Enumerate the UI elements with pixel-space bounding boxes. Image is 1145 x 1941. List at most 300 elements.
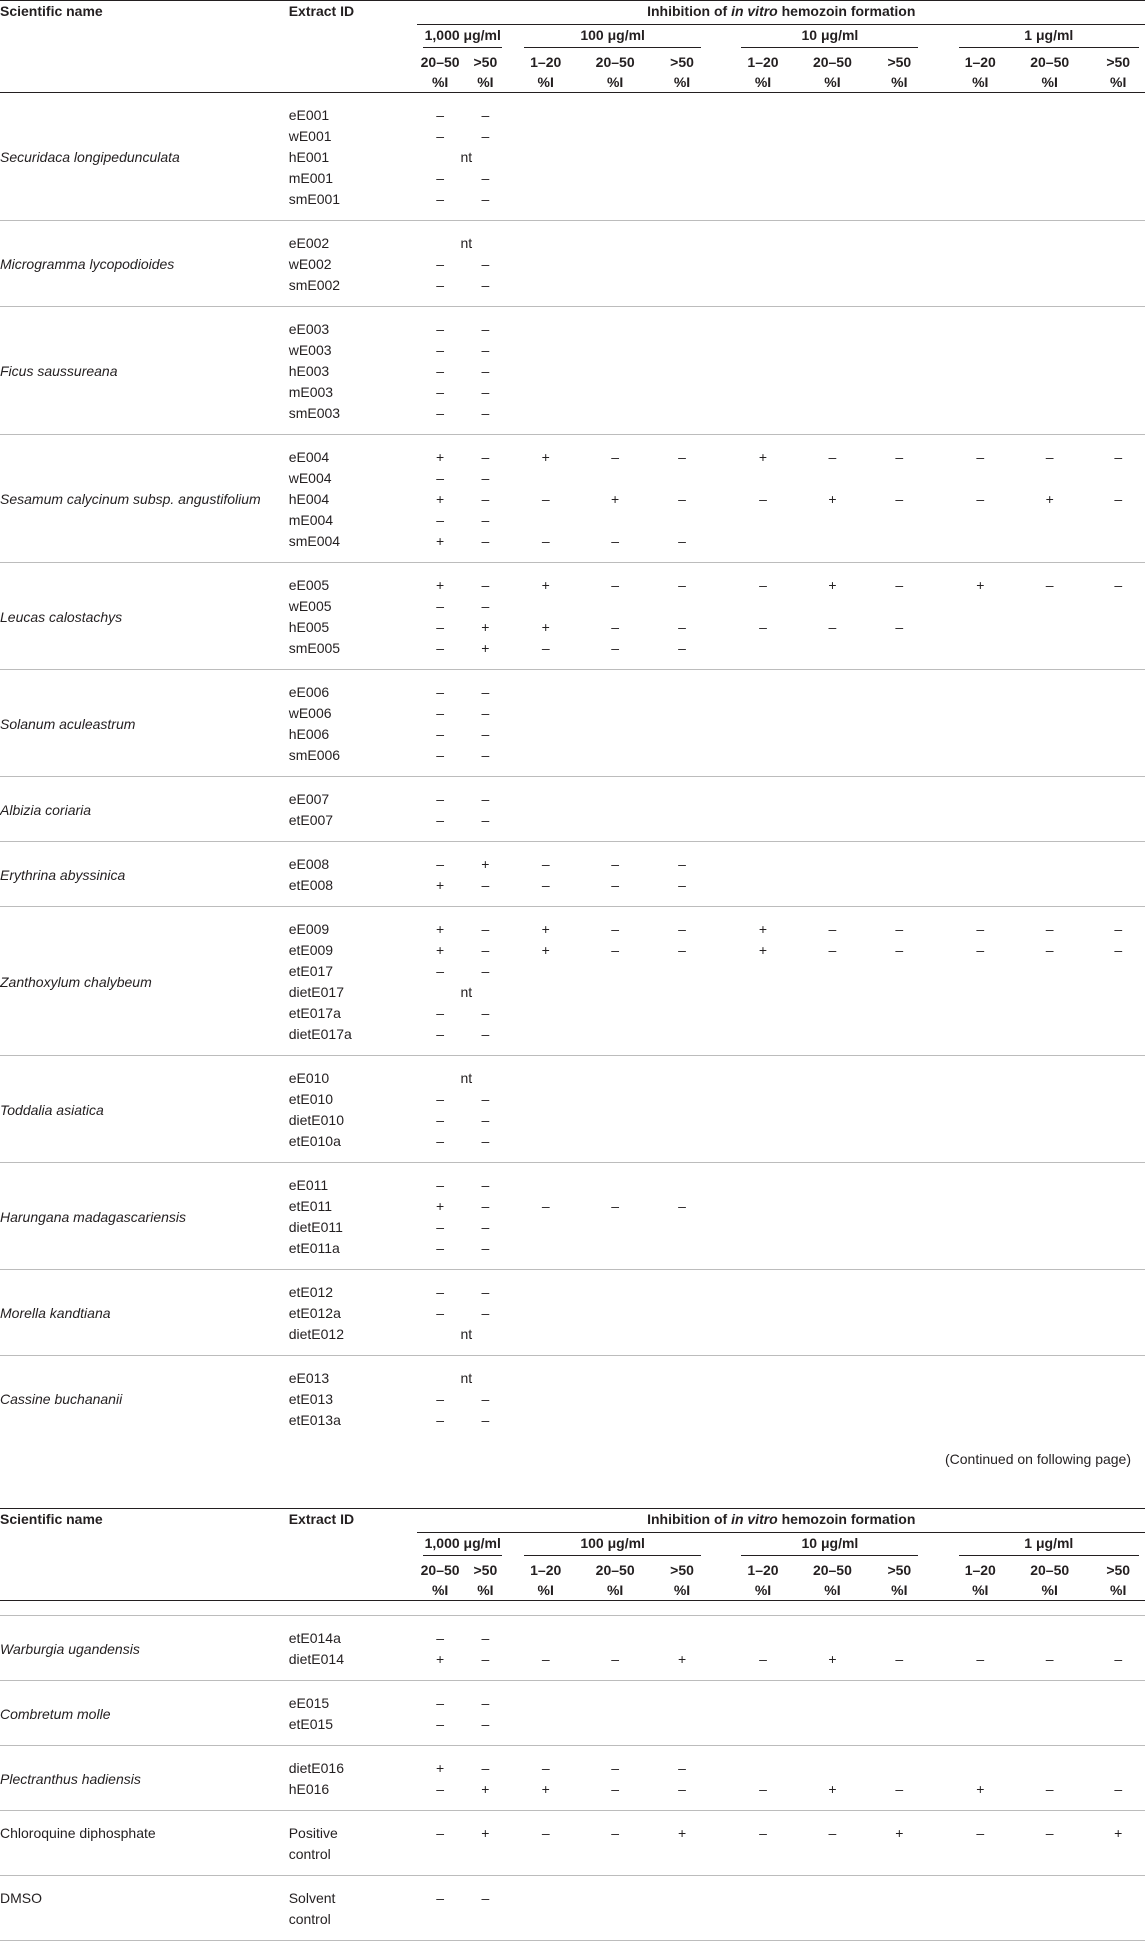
inhibition-value: – (436, 1391, 445, 1407)
inhibition-value: – (541, 856, 550, 872)
conc-1-header: 1 μg/ml (959, 25, 1139, 48)
inhibition-value: – (481, 470, 490, 486)
inhibition-value: – (481, 1240, 490, 1256)
inhibition-value: – (481, 107, 490, 123)
scientific-name: Plectranthus hadiensis (0, 1746, 289, 1811)
inhibition-value: – (828, 449, 837, 465)
inhibition-value: + (481, 619, 490, 635)
inhibition-value: – (481, 684, 490, 700)
sub-header: 1–20 %I (964, 54, 996, 90)
inhibition-value: – (481, 533, 490, 549)
inhibition-value: – (895, 577, 904, 593)
inhibition-value: – (436, 812, 445, 828)
inhibition-value: – (541, 533, 550, 549)
inhibition-value: – (481, 1760, 490, 1776)
sub-header: >50 %I (1106, 1562, 1131, 1598)
inhibition-value: – (895, 1651, 904, 1667)
extract-id: etE013 (288, 1391, 334, 1407)
inhibition-value: + (436, 491, 445, 507)
inhibition-value: – (541, 491, 550, 507)
not-tested-label: nt (460, 1070, 473, 1086)
conc-100-header: 100 μg/ml (524, 1533, 701, 1556)
extract-id: wE004 (288, 470, 332, 486)
inhibition-value: – (611, 577, 620, 593)
inhibition-value: – (895, 942, 904, 958)
inhibition-value: – (436, 191, 445, 207)
inhibition-value: – (481, 1177, 490, 1193)
inhibition-value: – (481, 598, 490, 614)
inhibition-value: + (481, 856, 490, 872)
scientific-name: Toddalia asiatica (0, 1056, 289, 1163)
plant-row (0, 1356, 1145, 1442)
plant-row (0, 93, 1145, 221)
inhibition-value: – (678, 1760, 686, 1776)
inhibition-value: – (611, 1781, 620, 1797)
inhibition-value: – (481, 1651, 490, 1667)
inhibition-value: – (481, 1133, 490, 1149)
inhibition-value: + (436, 449, 445, 465)
inhibition-value: – (611, 877, 620, 893)
inhibition-value: – (1114, 942, 1123, 958)
extract-id: eE009 (288, 921, 330, 937)
inhibition-value: + (758, 449, 768, 465)
inhibition-value: – (678, 856, 686, 872)
inhibition-value: + (541, 619, 550, 635)
extract-id: eE007 (288, 791, 330, 807)
inhibition-value: – (481, 1630, 490, 1646)
inhibition-value: + (828, 491, 837, 507)
extract-id: eE002 (288, 235, 330, 251)
inhibition-value: + (828, 577, 837, 593)
extract-id: mE001 (288, 170, 334, 186)
extract-id: eE015 (288, 1695, 330, 1711)
extract-id: etE011a (288, 1240, 340, 1256)
inhibition-value: – (1045, 449, 1054, 465)
scientific-name: Solanum aculeastrum (0, 670, 289, 777)
inhibition-value: – (436, 405, 445, 421)
sub-header: 20–50 %I (595, 1562, 635, 1598)
extract-id: smE006 (288, 747, 341, 763)
inhibition-value: – (611, 1198, 620, 1214)
extract-id: hE016 (288, 1781, 330, 1797)
inhibition-value: – (436, 277, 445, 293)
extract-id: wE002 (288, 256, 332, 272)
inhibition-value: – (436, 363, 445, 379)
sub-header: >50 %I (670, 1562, 694, 1598)
inhibition-value: – (481, 191, 490, 207)
inhibition-value: – (611, 1825, 620, 1841)
extract-id: eE005 (288, 577, 330, 593)
sub-header: 20–50 %I (812, 54, 852, 90)
inhibition-value: – (895, 921, 904, 937)
sub-header: >50 %I (473, 54, 498, 90)
extract-id: eE001 (288, 107, 330, 123)
inhibition-value: – (541, 1198, 550, 1214)
inhibition-value: – (611, 1760, 620, 1776)
inhibition-value: – (481, 1284, 490, 1300)
inhibition-value: – (481, 1391, 490, 1407)
plant-row (0, 777, 1145, 842)
not-tested-label: nt (460, 984, 473, 1000)
inhibition-value: – (1045, 577, 1054, 593)
inhibition-value: – (541, 640, 550, 656)
table-page-2 (0, 1508, 1145, 1941)
inhibition-value: – (611, 856, 620, 872)
inhibition-value: – (1045, 942, 1054, 958)
inhibition-value: – (481, 384, 490, 400)
plant-row (0, 842, 1145, 907)
plant-row (0, 670, 1145, 777)
inhibition-value: – (541, 1651, 550, 1667)
plant-row (0, 907, 1145, 1056)
inhibition-value: – (481, 1716, 490, 1732)
inhibition-value: + (541, 449, 550, 465)
inhibition-value: – (436, 342, 445, 358)
extract-id: wE005 (288, 598, 332, 614)
extract-id: etE009 (288, 942, 334, 958)
sub-header: 1–20 %I (964, 1562, 996, 1598)
inhibition-value: – (436, 1716, 445, 1732)
extract-id: mE003 (288, 384, 334, 400)
inhibition-value: – (436, 1630, 445, 1646)
inhibition-value: – (481, 1412, 490, 1428)
inhibition-value: + (828, 1781, 837, 1797)
plant-row (0, 435, 1145, 563)
inhibition-value: – (481, 726, 490, 742)
inhibition-value: – (436, 619, 445, 635)
inhibition-value: – (759, 1781, 767, 1797)
inhibition-value: + (976, 577, 985, 593)
inhibition-value: – (678, 619, 686, 635)
inhibition-value: – (1114, 1781, 1123, 1797)
continued-note: (Continued on following page) (944, 1451, 1131, 1467)
extract-id: eE010 (288, 1070, 330, 1086)
inhibition-value: + (436, 1651, 445, 1667)
inhibition-value: – (678, 449, 686, 465)
inhibition-value: – (436, 1825, 445, 1841)
inhibition-value: – (436, 1177, 445, 1193)
inhibition-value: – (611, 1651, 620, 1667)
scientific-name: Securidaca longipedunculata (0, 93, 289, 221)
scientific-name: Albizia coriaria (0, 777, 289, 842)
inhibition-value: – (436, 470, 445, 486)
extract-id: smE002 (288, 277, 341, 293)
scientific-name: DMSO (0, 1876, 289, 1941)
inhibition-value: – (541, 1825, 550, 1841)
inhibition-value: – (481, 363, 490, 379)
inhibition-value: – (1114, 449, 1123, 465)
plant-row (0, 1056, 1145, 1163)
extract-id: Solvent (288, 1890, 336, 1906)
plant-row (0, 1811, 1145, 1876)
inhibition-value: – (541, 1760, 550, 1776)
inhibition-value: – (611, 449, 620, 465)
inhibition-value: – (436, 128, 445, 144)
inhibition-value: – (1114, 921, 1123, 937)
inhibition-value: – (436, 1133, 445, 1149)
inhibition-value: – (1045, 1825, 1054, 1841)
inhibition-value: – (436, 856, 445, 872)
inhibition-value: – (481, 963, 490, 979)
inhibition-value: – (541, 877, 550, 893)
sub-header: >50 %I (887, 54, 912, 90)
inhibition-value: – (1045, 1651, 1054, 1667)
extract-id: etE017a (288, 1005, 341, 1021)
inhibition-value: – (436, 321, 445, 337)
inhibition-value: + (758, 921, 768, 937)
inhibition-value: – (895, 1781, 904, 1797)
inhibition-value: – (481, 277, 490, 293)
inhibition-value: – (436, 1005, 445, 1021)
sub-header: 20–50 %I (420, 54, 460, 90)
inhibition-value: – (436, 1112, 445, 1128)
plant-row (0, 1270, 1145, 1356)
extract-id: hE006 (288, 726, 330, 742)
inhibition-value: – (481, 1890, 490, 1906)
inhibition-value: – (436, 170, 445, 186)
inhibition-value: – (976, 1825, 985, 1841)
inhibition-value: – (436, 107, 445, 123)
extract-id: eE011 (288, 1177, 329, 1193)
inhibition-value: – (1045, 1781, 1054, 1797)
inhibition-value: – (678, 640, 686, 656)
inhibition-value: – (895, 449, 904, 465)
extract-id: dietE014 (288, 1651, 344, 1667)
inhibition-value: + (1114, 1825, 1123, 1841)
inhibition-value: – (1114, 491, 1123, 507)
inhibition-value: – (481, 705, 490, 721)
inhibition-value: – (481, 877, 490, 893)
inhibition-value: – (436, 1781, 445, 1797)
sub-header: 1–20 %I (530, 54, 562, 90)
inhibition-value: – (436, 640, 445, 656)
extract-id: etE014a (288, 1630, 341, 1646)
extract-id: dietE017 (288, 984, 344, 1000)
inhibition-value: – (759, 577, 767, 593)
sub-header: 20–50 %I (595, 54, 635, 90)
inhibition-value: + (541, 577, 550, 593)
inhibition-value: – (976, 449, 985, 465)
sub-header: >50 %I (887, 1562, 912, 1598)
extract-id: etE011 (288, 1198, 333, 1214)
inhibition-value: – (611, 640, 620, 656)
extract-id: eE003 (288, 321, 330, 337)
inhibition-value: – (436, 1412, 445, 1428)
inhibition-value: – (481, 812, 490, 828)
extract-id: etE010 (288, 1091, 334, 1107)
scientific-name: Ficus saussureana (0, 307, 289, 435)
inhibition-value: – (611, 533, 620, 549)
inhibition-value: – (436, 512, 445, 528)
inhibition-value: – (481, 747, 490, 763)
scientific-name-header: Scientific name (0, 3, 103, 19)
inhibition-value: + (481, 1781, 490, 1797)
extract-id: wE006 (288, 705, 332, 721)
inhibition-value: – (1114, 1651, 1123, 1667)
inhibition-value: + (1045, 491, 1054, 507)
plant-row (0, 1163, 1145, 1270)
inhibition-value: – (436, 963, 445, 979)
inhibition-value: – (1045, 921, 1054, 937)
inhibition-value: – (481, 1198, 490, 1214)
extract-id: dietE010 (288, 1112, 344, 1128)
inhibition-value: – (436, 1240, 445, 1256)
extract-id: smE003 (288, 405, 341, 421)
inhibition-value: – (1114, 577, 1123, 593)
inhibition-value: – (678, 1781, 686, 1797)
extract-id: control (288, 1911, 331, 1927)
conc-10-header: 10 μg/ml (741, 25, 918, 48)
inhibition-value: – (481, 449, 490, 465)
extract-id: smE005 (288, 640, 341, 656)
inhibition-value: – (678, 533, 686, 549)
inhibition-value: + (677, 1651, 687, 1667)
scientific-name: Erythrina abyssinica (0, 842, 289, 907)
inhibition-value: – (481, 791, 490, 807)
inhibition-value: – (481, 921, 490, 937)
inhibition-value: – (481, 321, 490, 337)
extract-id: hE004 (288, 491, 330, 507)
inhibition-value: – (436, 705, 445, 721)
scientific-name: Cassine buchananii (0, 1391, 123, 1407)
extract-id: dietE017a (288, 1026, 352, 1042)
inhibition-value: – (759, 1651, 767, 1667)
inhibition-value: – (678, 877, 686, 893)
extract-id: mE004 (288, 512, 334, 528)
inhibition-value: – (611, 619, 620, 635)
inhibition-value: – (678, 491, 686, 507)
inhibition-value: – (436, 1890, 445, 1906)
scientific-name: Chloroquine diphosphate (0, 1811, 289, 1876)
sub-header: 1–20 %I (530, 1562, 562, 1598)
inhibition-value: + (481, 1825, 490, 1841)
extract-id: hE001 (288, 149, 330, 165)
inhibition-value: – (481, 1026, 490, 1042)
extract-id: hE003 (288, 363, 330, 379)
inhibition-value: – (481, 491, 490, 507)
inhibition-value: – (436, 791, 445, 807)
inhibition-value: – (436, 598, 445, 614)
inhibition-value: + (611, 491, 620, 507)
extract-id: eE006 (288, 684, 330, 700)
inhibition-value: – (895, 491, 904, 507)
inhibition-value: – (481, 942, 490, 958)
scientific-name-header: Scientific name (0, 1511, 103, 1527)
inhibition-value: + (541, 1781, 550, 1797)
extract-id: etE013a (288, 1412, 341, 1428)
sub-header: 20–50 %I (420, 1562, 460, 1598)
inhibition-value: – (976, 491, 985, 507)
sub-header: 20–50 %I (1030, 1562, 1070, 1598)
extract-id: dietE016 (288, 1760, 344, 1776)
inhibition-value: + (828, 1651, 837, 1667)
inhibition-value: – (678, 1198, 686, 1214)
extract-id: smE004 (288, 533, 341, 549)
extract-id: control (288, 1846, 331, 1862)
conc-1-header: 1 μg/ml (959, 1533, 1139, 1556)
inhibition-value: – (436, 1091, 445, 1107)
extract-id: etE012 (288, 1284, 334, 1300)
inhibition-value: + (895, 1825, 904, 1841)
scientific-name: Sesamum calycinum subsp. angustifolium (0, 435, 289, 563)
inhibition-value: + (758, 942, 768, 958)
inhibition-value: + (436, 942, 445, 958)
inhibition-value: + (436, 1760, 445, 1776)
inhibition-value: – (481, 256, 490, 272)
scientific-name: Harungana madagascariensis (0, 1163, 289, 1270)
conc-1000-header: 1,000 μg/ml (423, 1533, 502, 1556)
inhibition-header: Inhibition of in vitro hemozoin formation (647, 3, 916, 19)
extract-id: dietE012 (288, 1326, 344, 1342)
inhibition-value: + (976, 1781, 985, 1797)
sub-header: 1–20 %I (747, 1562, 779, 1598)
inhibition-value: – (436, 1695, 445, 1711)
extract-id: etE017 (288, 963, 334, 979)
inhibition-value: – (611, 921, 620, 937)
inhibition-value: + (436, 577, 445, 593)
scientific-name: Microgramma lycopodioides (0, 221, 289, 307)
inhibition-value: – (678, 921, 686, 937)
inhibition-value: – (436, 1026, 445, 1042)
inhibition-value: – (828, 921, 837, 937)
inhibition-value: – (481, 577, 490, 593)
not-tested-label: nt (460, 149, 473, 165)
inhibition-value: – (436, 684, 445, 700)
extract-id: wE003 (288, 342, 332, 358)
inhibition-value: + (541, 942, 550, 958)
inhibition-value: – (436, 1284, 445, 1300)
inhibition-value: – (481, 1091, 490, 1107)
plant-row (0, 1616, 1145, 1681)
scientific-name: Leucas calostachys (0, 563, 289, 670)
extract-id: etE007 (288, 812, 334, 828)
inhibition-value: + (481, 640, 490, 656)
inhibition-header: Inhibition of in vitro hemozoin formation (647, 1511, 916, 1527)
plant-row (0, 221, 1145, 307)
extract-id: eE004 (288, 449, 330, 465)
inhibition-value: – (678, 942, 686, 958)
conc-1000-header: 1,000 μg/ml (423, 25, 502, 48)
sub-header: >50 %I (473, 1562, 498, 1598)
inhibition-value: – (481, 128, 490, 144)
inhibition-value: – (976, 921, 985, 937)
inhibition-value: + (436, 877, 445, 893)
not-tested-label: nt (460, 235, 473, 251)
inhibition-value: – (481, 1112, 490, 1128)
inhibition-value: – (759, 619, 767, 635)
extract-id-header: Extract ID (288, 3, 355, 19)
inhibition-value: – (976, 942, 985, 958)
extract-id: eE008 (288, 856, 330, 872)
extract-id: hE005 (288, 619, 330, 635)
inhibition-value: – (481, 342, 490, 358)
extract-id: etE008 (288, 877, 334, 893)
inhibition-value: – (436, 726, 445, 742)
inhibition-value: + (677, 1825, 687, 1841)
extract-id: etE015 (288, 1716, 334, 1732)
inhibition-value: – (481, 512, 490, 528)
sub-header: 1–20 %I (747, 54, 779, 90)
inhibition-value: + (436, 533, 445, 549)
extract-id: wE001 (288, 128, 332, 144)
inhibition-value: – (481, 405, 490, 421)
inhibition-value: – (611, 942, 620, 958)
conc-10-header: 10 μg/ml (741, 1533, 918, 1556)
not-tested-label: nt (460, 1370, 473, 1386)
extract-id: eE013 (288, 1370, 330, 1386)
inhibition-value: + (541, 921, 550, 937)
inhibition-value: – (828, 942, 837, 958)
